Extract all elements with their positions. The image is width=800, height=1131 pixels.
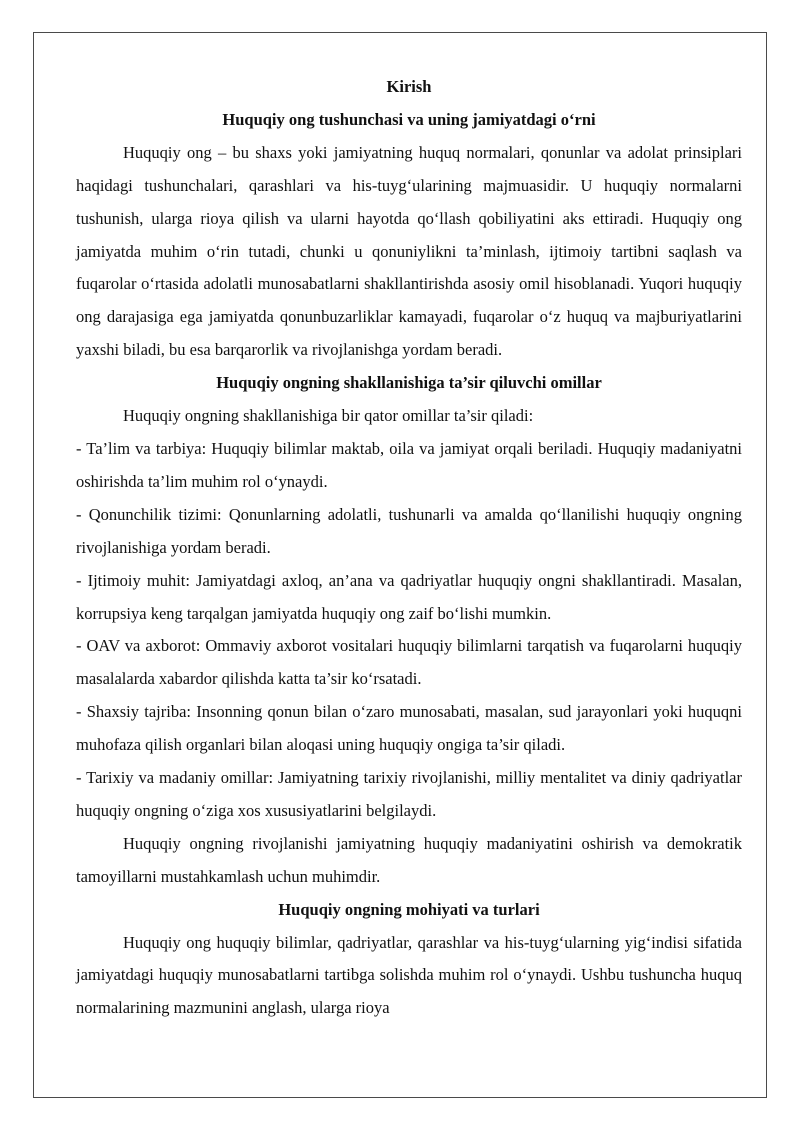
paragraph-essence: Huquqiy ong huquqiy bilimlar, qadriyatlar, qarashlar va his-tuyg‘ularning yig‘indisi sifatida jamiyatdagi huquqiy munosabatlarni tartibga solishda muhim rol o‘ynaydi. Ushbu tushuncha huquq normalarining mazmunini anglash, ularga rioya [76,932,742,1018]
list-item-media: - OAV va axborot: Ommaviy axborot vositalari huquqiy bilimlarni tarqatish va fuqarolarni huquqiy masalalarda xabardor qilishda katta ta’sir ko‘rsatadi. [76,636,742,689]
document-body [76,71,742,1025]
list-item-legislation: - Qonunchilik tizimi: Qonunlarning adolatli, tushunarli va amalda qo‘llanilishi huquqiy ongning rivojlanishiga yordam beradi. [76,504,742,557]
list-item-social-environment: - Ijtimoiy muhit: Jamiyatdagi axloq, an’ana va qadriyatlar huquqiy ongni shakllantiradi. Masalan, korrupsiya keng tarqalgan jamiyatda huquqiy ong zaif bo‘lishi mumkin. [76,570,742,623]
document-title: Kirish [386,77,432,96]
list-item-historical-cultural: - Tarixiy va madaniy omillar: Jamiyatning tarixiy rivojlanishi, milliy mentalitet va diniy qadriyatlar huquqiy ongning o‘ziga xos xususiyatlarini belgilaydi. [76,768,742,820]
paragraph-definition: Huquqiy ong – bu shaxs yoki jamiyatning huquq normalari, qonunlar va adolat prinsiplari haqidagi tushunchalari, qarashlari va his-tuyg‘ularining majmuasidir. U huquqiy normalarni tushunish, ularga rioya qilish va ularni hayotda qo‘llash qobiliyatini aks ettiradi. Huquqiy ong jamiyatda muhim o‘rin tutadi, chunki u qonuniylikni ta’minlash, ijtimoiy tartibni saqlash va fuqarolar o‘rtasida adolatli munosabatlarni shakllantirishda asosiy omil hisoblanadi. Yuqori huquqiy ong darajasiga ega jamiyatda qonunbuzarliklar kamayadi, fuqarolar o‘z huquq va majburiyatlarini yaxshi biladi, bu esa barqarorlik va rivojlanishga yordam beradi. [76,142,742,360]
paragraph-development: Huquqiy ongning rivojlanishi jamiyatning huquqiy madaniyatini oshirish va demokratik tamoyillarni mustahkamlash uchun muhimdir. [76,833,742,886]
section-heading-concept: Huquqiy ong tushunchasi va uning jamiyatdagi o‘rni [222,109,596,129]
list-item-education: - Ta’lim va tarbiya: Huquqiy bilimlar maktab, oila va jamiyat orqali beriladi. Huquqiy madaniyatni oshirishda ta’lim muhim rol o‘ynaydi. [76,438,742,491]
section-heading-essence: Huquqiy ongning mohiyati va turlari [278,899,540,919]
list-item-personal-experience: - Shaxsiy tajriba: Insonning qonun bilan o‘zaro munosabati, masalan, sud jarayonlari yoki huquqni muhofaza qilish organlari bilan aloqasi uning huquqiy ongiga ta’sir qiladi. [76,702,742,755]
section-heading-factors: Huquqiy ongning shakllanishiga ta’sir qiluvchi omillar [216,373,602,393]
paragraph-factors-intro: Huquqiy ongning shakllanishiga bir qator omillar ta’sir qiladi: [123,406,534,426]
